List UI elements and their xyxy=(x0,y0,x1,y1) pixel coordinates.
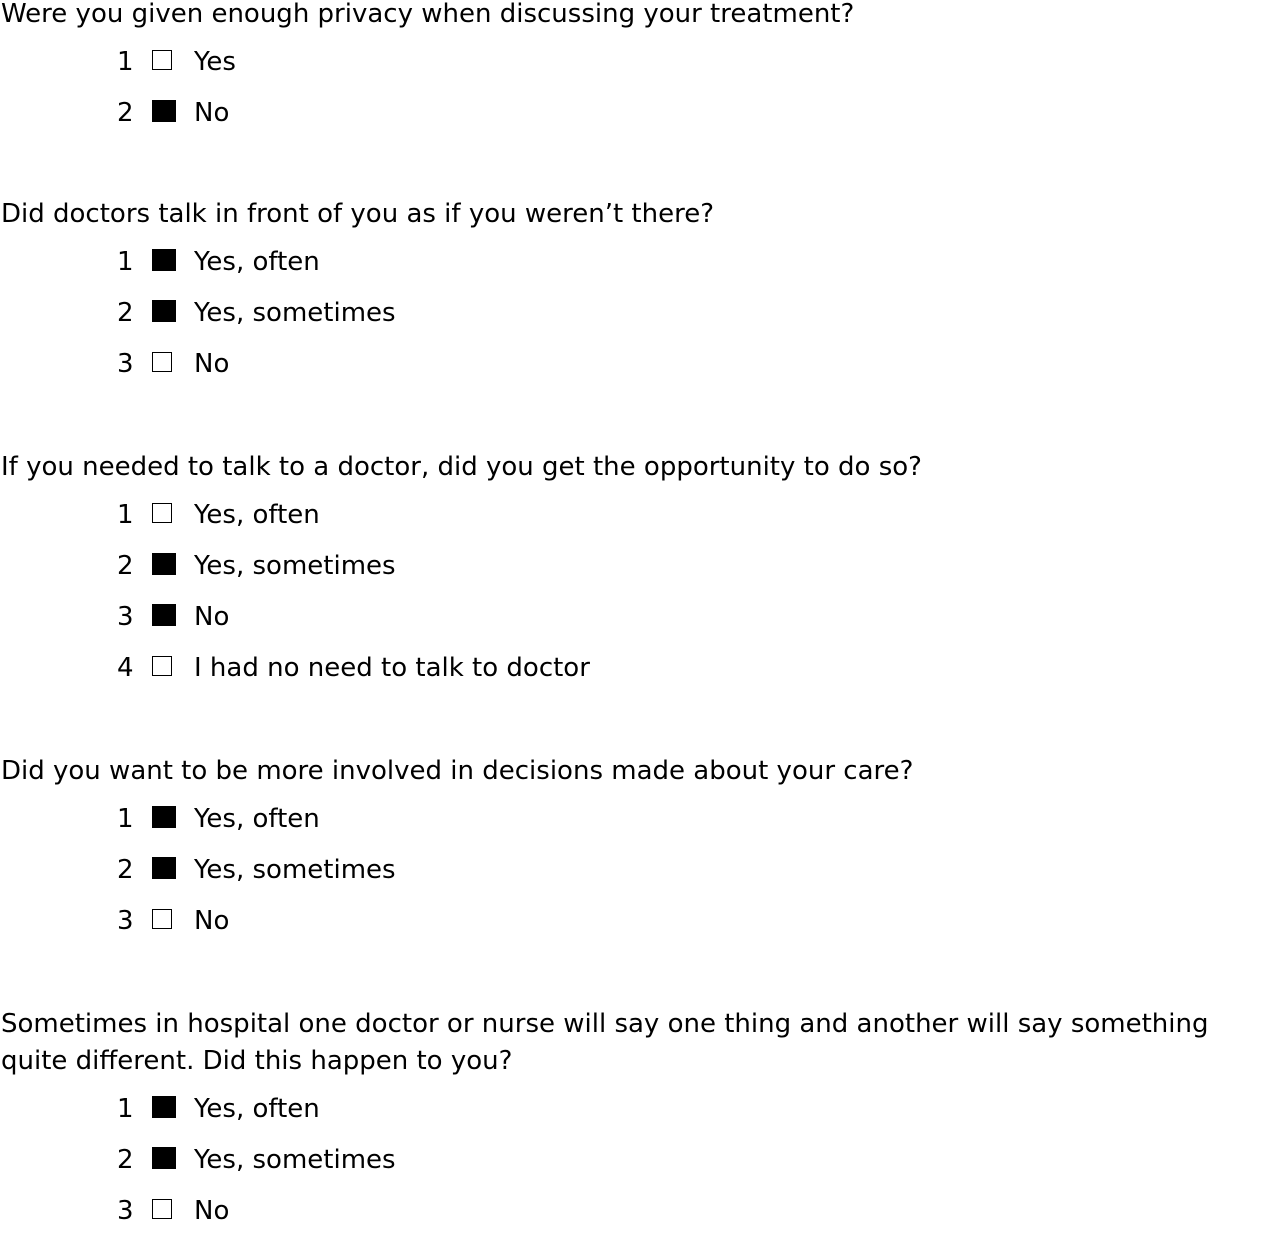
options-list xyxy=(0,1094,1280,1247)
options-list xyxy=(0,247,1280,400)
checkbox[interactable] xyxy=(152,604,176,626)
option-label: I had no need to talk to doctor xyxy=(194,653,590,683)
option-item[interactable] xyxy=(0,551,1280,602)
checkbox[interactable] xyxy=(152,656,172,676)
option-label: Yes, often xyxy=(194,1094,320,1124)
question-5 xyxy=(0,1006,1280,1247)
option-label: Yes, sometimes xyxy=(194,1145,396,1175)
option-label: No xyxy=(194,1196,230,1226)
checkbox[interactable] xyxy=(152,1147,176,1169)
option-number: 1 xyxy=(117,804,134,834)
option-number: 1 xyxy=(117,500,134,530)
option-item[interactable] xyxy=(0,1145,1280,1196)
question-1 xyxy=(0,0,1280,149)
option-item[interactable] xyxy=(0,98,1280,149)
option-item[interactable] xyxy=(0,298,1280,349)
option-number: 3 xyxy=(117,349,134,379)
checkbox[interactable] xyxy=(152,100,176,122)
checkbox[interactable] xyxy=(152,503,172,523)
option-label: Yes xyxy=(194,47,236,77)
option-number: 1 xyxy=(117,247,134,277)
question-2 xyxy=(0,196,1280,400)
option-label: Yes, often xyxy=(194,247,320,277)
question-text: Did you want to be more involved in decisions made about your care? xyxy=(1,756,914,786)
checkbox[interactable] xyxy=(152,352,172,372)
option-label: Yes, sometimes xyxy=(194,551,396,581)
option-item[interactable] xyxy=(0,804,1280,855)
option-item[interactable] xyxy=(0,500,1280,551)
checkbox[interactable] xyxy=(152,857,176,879)
question-text: Sometimes in hospital one doctor or nurse will say one thing and another will say something quite different. Did this happen to you? xyxy=(1,1009,1209,1076)
option-number: 1 xyxy=(117,47,134,77)
option-item[interactable] xyxy=(0,349,1280,400)
option-label: No xyxy=(194,349,230,379)
question-text: Were you given enough privacy when discussing your treatment? xyxy=(1,0,855,29)
checkbox[interactable] xyxy=(152,553,176,575)
options-list xyxy=(0,804,1280,957)
checkbox[interactable] xyxy=(152,909,172,929)
option-item[interactable] xyxy=(0,247,1280,298)
option-label: Yes, often xyxy=(194,500,320,530)
checkbox[interactable] xyxy=(152,300,176,322)
option-label: No xyxy=(194,602,230,632)
option-label: No xyxy=(194,98,230,128)
option-item[interactable] xyxy=(0,653,1280,704)
option-item[interactable] xyxy=(0,906,1280,957)
question-text: If you needed to talk to a doctor, did you get the opportunity to do so? xyxy=(1,452,922,482)
option-item[interactable] xyxy=(0,855,1280,906)
question-4 xyxy=(0,753,1280,957)
checkbox[interactable] xyxy=(152,1199,172,1219)
option-number: 2 xyxy=(117,98,134,128)
question-text: Did doctors talk in front of you as if you weren’t there? xyxy=(1,199,715,229)
option-number: 3 xyxy=(117,602,134,632)
option-item[interactable] xyxy=(0,1196,1280,1247)
option-number: 2 xyxy=(117,855,134,885)
option-number: 4 xyxy=(117,653,134,683)
option-item[interactable] xyxy=(0,1094,1280,1145)
option-number: 2 xyxy=(117,1145,134,1175)
option-item[interactable] xyxy=(0,47,1280,98)
checkbox[interactable] xyxy=(152,806,176,828)
option-number: 3 xyxy=(117,1196,134,1226)
option-label: Yes, sometimes xyxy=(194,855,396,885)
option-label: No xyxy=(194,906,230,936)
option-number: 1 xyxy=(117,1094,134,1124)
options-list xyxy=(0,47,1280,149)
option-number: 3 xyxy=(117,906,134,936)
option-number: 2 xyxy=(117,551,134,581)
checkbox[interactable] xyxy=(152,50,172,70)
option-item[interactable] xyxy=(0,602,1280,653)
options-list xyxy=(0,500,1280,704)
question-3 xyxy=(0,449,1280,704)
option-label: Yes, often xyxy=(194,804,320,834)
checkbox[interactable] xyxy=(152,1096,176,1118)
option-label: Yes, sometimes xyxy=(194,298,396,328)
checkbox[interactable] xyxy=(152,249,176,271)
option-number: 2 xyxy=(117,298,134,328)
